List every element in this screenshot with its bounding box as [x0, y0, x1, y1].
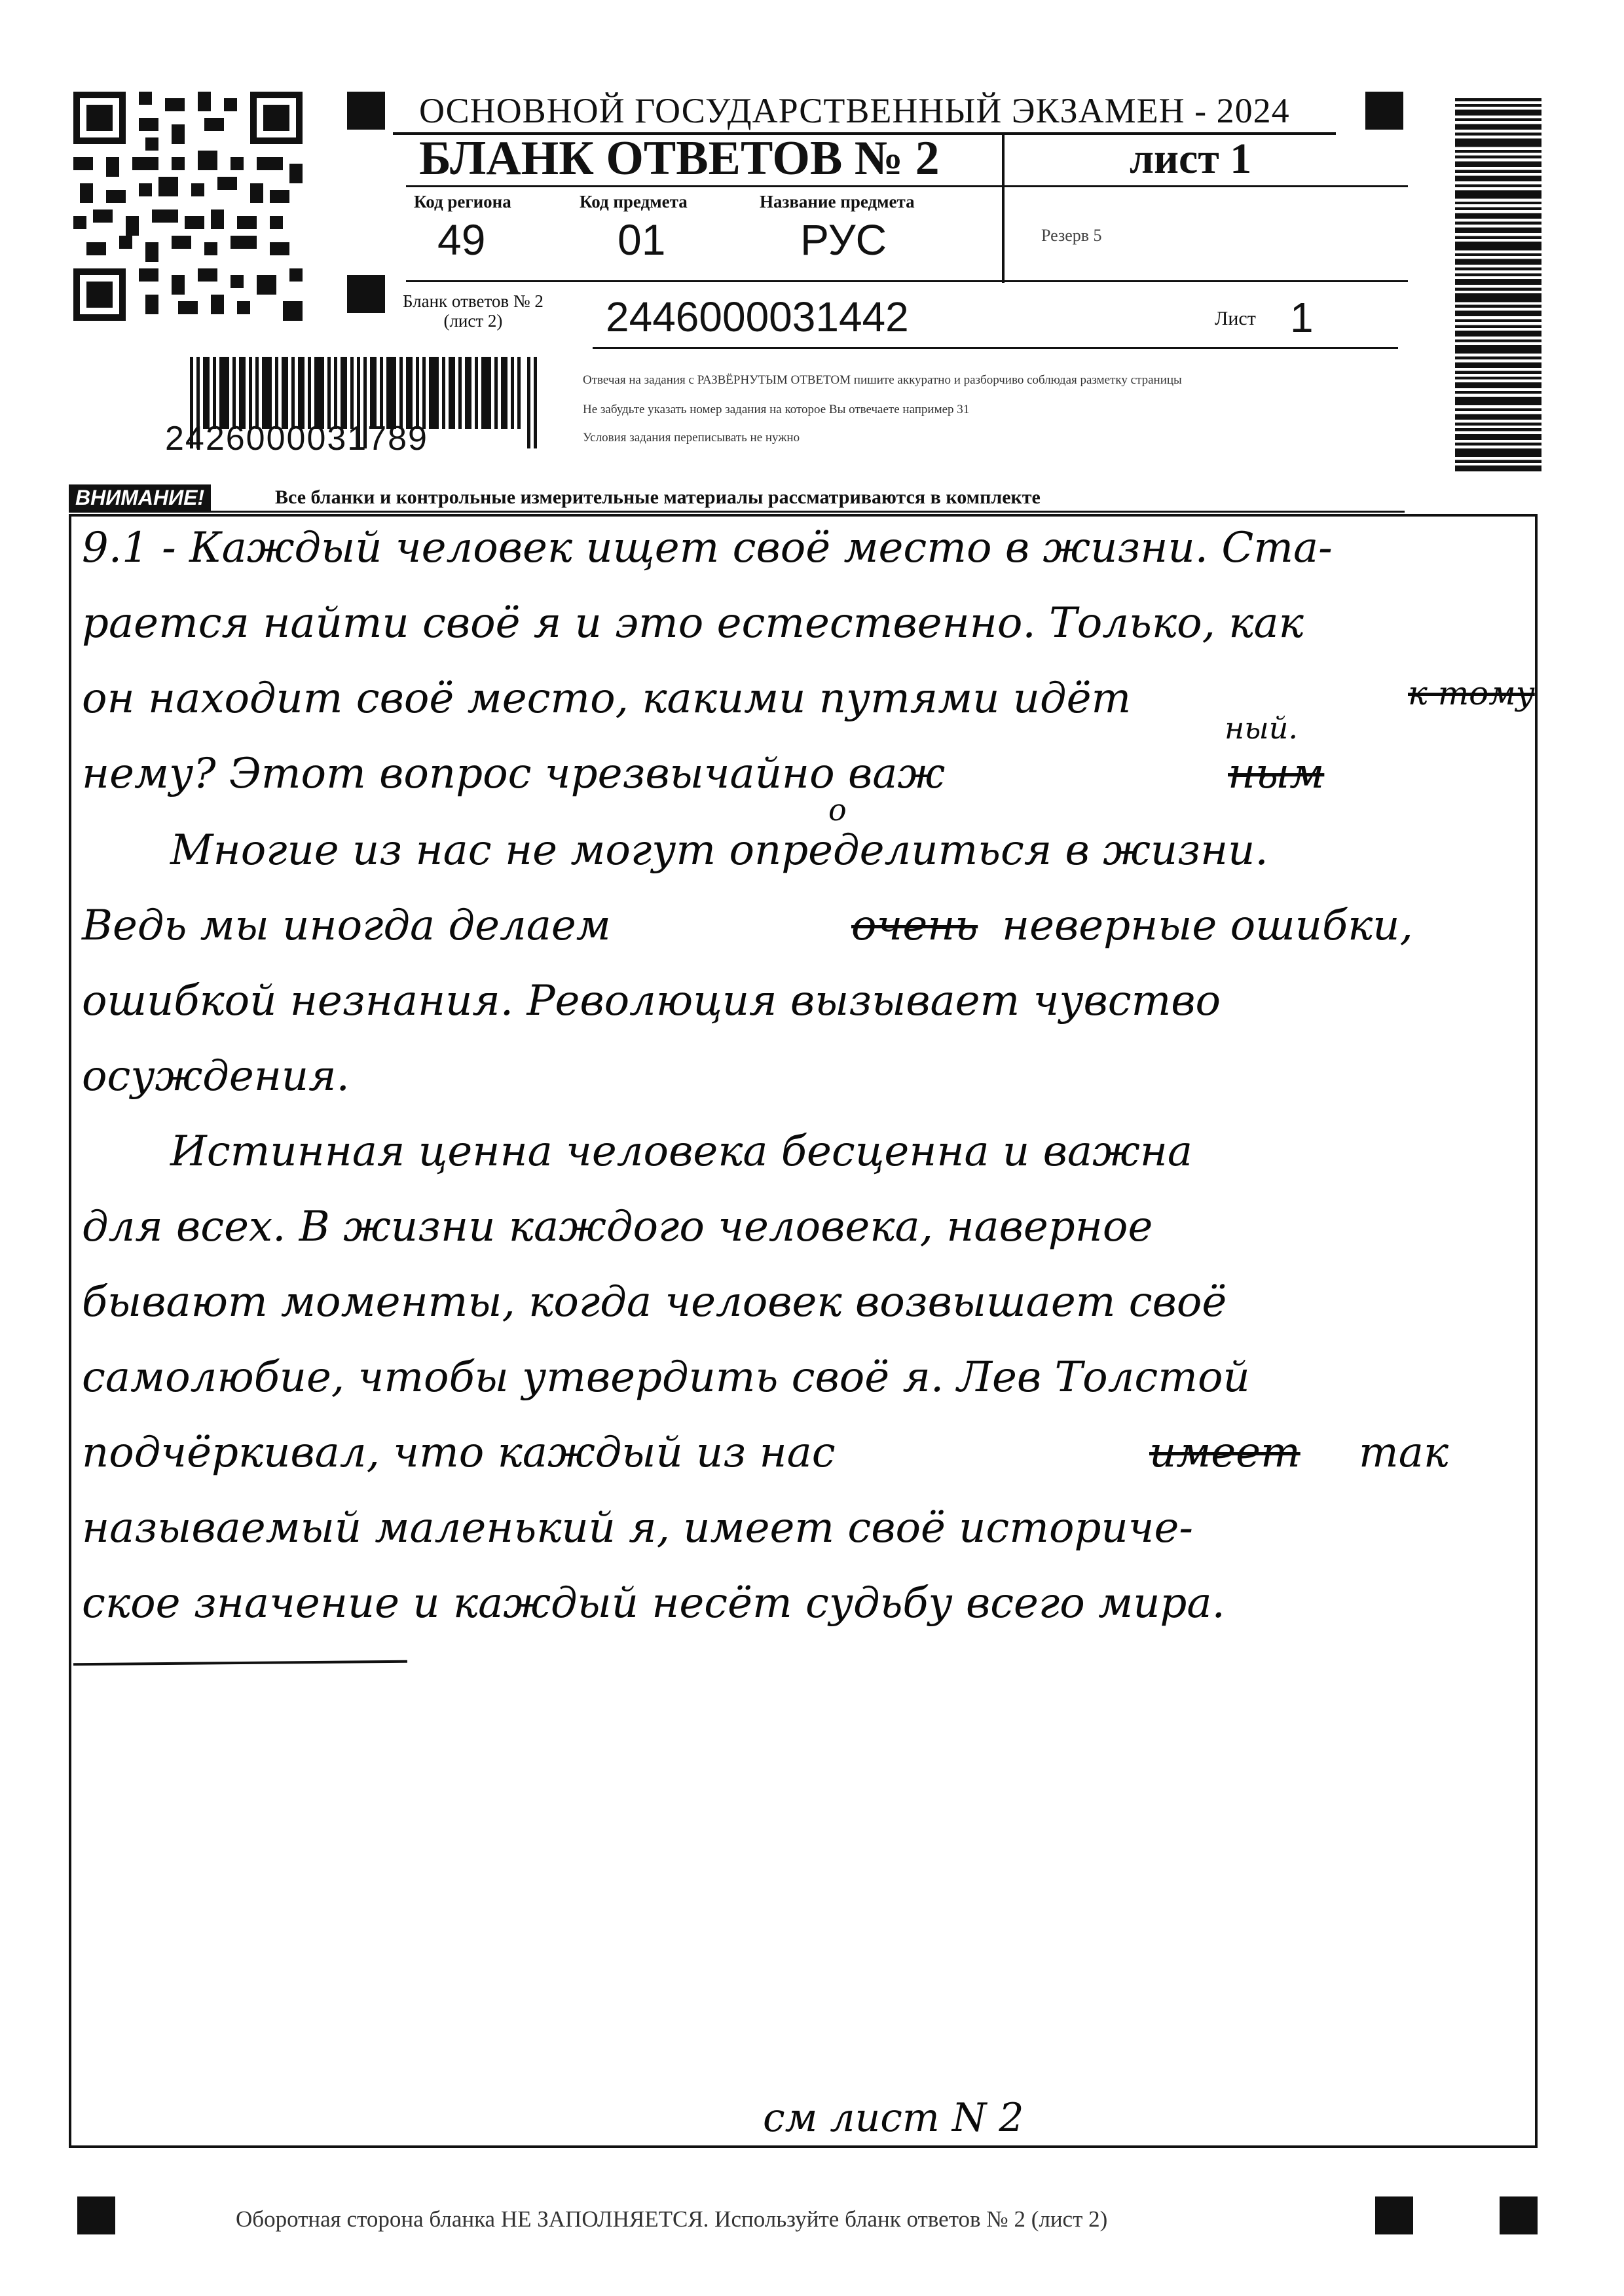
- warning-badge: ВНИМАНИЕ!: [69, 484, 211, 511]
- subject-code-label: Код предмета: [580, 192, 688, 211]
- instruction-1: Отвечая на задания с РАЗВЁРНУТЫМ ОТВЕТОМ пишите аккуратно и разборчиво соблюдая разметку страницы: [583, 373, 1182, 387]
- answer-line-13: подчёркивал, что каждый из нас: [82, 1429, 836, 1477]
- answer-line-8: осуждения.: [82, 1052, 350, 1101]
- answer-footnote: см лист N 2: [763, 2095, 1024, 2141]
- answer-insert-o: о: [828, 792, 847, 828]
- answer-struck-4: имеет: [1149, 1429, 1301, 1477]
- region-code-label: Код региона: [414, 192, 511, 211]
- header-rule-lower: [406, 280, 1408, 282]
- answer-line-5: Многие из нас не могут определиться в жизни.: [170, 826, 1268, 875]
- reserve-label: Резерв 5: [1041, 226, 1102, 245]
- corner-marker-bottom-left: [77, 2196, 115, 2234]
- corner-marker-mid-left: [347, 275, 385, 313]
- corner-marker-top-right: [1365, 92, 1403, 130]
- qr-code-icon: [73, 92, 303, 321]
- subject-name-value: РУС: [800, 215, 887, 264]
- answer-line-4: нему? Этот вопрос чрезвычайно важ: [82, 750, 946, 798]
- answer-tail-3: неверные ошибки,: [1002, 902, 1413, 950]
- answer-line-2: рается найти своё я и это естественно. Только, как: [82, 599, 1304, 647]
- corner-marker-bottom-right-1: [1375, 2196, 1413, 2234]
- answer-line-9: Истинная ценна человека бесценна и важна: [170, 1127, 1193, 1176]
- answer-line-15: ское значение и каждый несёт судьбу всего мира.: [82, 1579, 1225, 1628]
- answer-line-7: ошибкой незнания. Революция вызывает чувство: [82, 977, 1221, 1025]
- instruction-3: Условия задания переписывать не нужно: [583, 431, 800, 445]
- header-rule: [406, 185, 1408, 187]
- warning-text: Все бланки и контрольные измерительные материалы рассматриваются в комплекте: [275, 486, 1041, 508]
- answer-line-12: самолюбие, чтобы утвердить своё я. Лев Толстой: [82, 1353, 1250, 1402]
- header-divider: [1002, 132, 1005, 283]
- subject-code-value: 01: [618, 215, 666, 264]
- region-code-value: 49: [437, 215, 486, 264]
- instruction-2: Не забудьте указать номер задания на которое Вы отвечаете например 31: [583, 403, 970, 416]
- corner-marker-top-left: [347, 92, 385, 130]
- answer-line-3: он находит своё место, какими путями идёт: [82, 674, 1132, 723]
- warning-rule: [69, 511, 1405, 513]
- number-rule: [593, 347, 1398, 349]
- barcode-number: 2426000031789: [165, 420, 428, 458]
- list-number: 1: [1290, 294, 1314, 341]
- answer-line-1: 9.1 - Каждый человек ищет своё место в жизни. Ста-: [82, 524, 1333, 572]
- exam-title: ОСНОВНОЙ ГОСУДАРСТВЕННЫЙ ЭКЗАМЕН - 2024: [419, 91, 1290, 130]
- blank-ref-label: Бланк ответов № 2 (лист 2): [403, 291, 544, 331]
- answer-line-11: бывают моменты, когда человек возвышает своё: [82, 1278, 1227, 1326]
- answer-struck-3: очень: [851, 902, 978, 950]
- answer-struck-1: к тому: [1408, 674, 1535, 712]
- subject-name-label: Название предмета: [760, 192, 915, 211]
- blank-number: 2446000031442: [606, 293, 909, 340]
- answer-insert-above: ный.: [1225, 710, 1299, 746]
- list-label: Лист: [1215, 308, 1256, 329]
- vertical-barcode-icon: [1455, 98, 1541, 471]
- answer-line-10: для всех. В жизни каждого человека, наверное: [82, 1203, 1153, 1251]
- blank-title: БЛАНК ОТВЕТОВ № 2: [419, 132, 940, 185]
- answer-tail-4: так: [1359, 1429, 1449, 1477]
- answer-line-6: Ведь мы иногда делаем: [82, 902, 611, 950]
- answer-line-14: называемый маленький я, имеет своё историче-: [82, 1504, 1193, 1552]
- sheet-title: лист 1: [1130, 135, 1252, 183]
- answer-struck-2: ным: [1228, 750, 1325, 798]
- footer-text: Оборотная сторона бланка НЕ ЗАПОЛНЯЕТСЯ. Используйте бланк ответов № 2 (лист 2): [236, 2206, 1108, 2232]
- corner-marker-bottom-right-2: [1500, 2196, 1538, 2234]
